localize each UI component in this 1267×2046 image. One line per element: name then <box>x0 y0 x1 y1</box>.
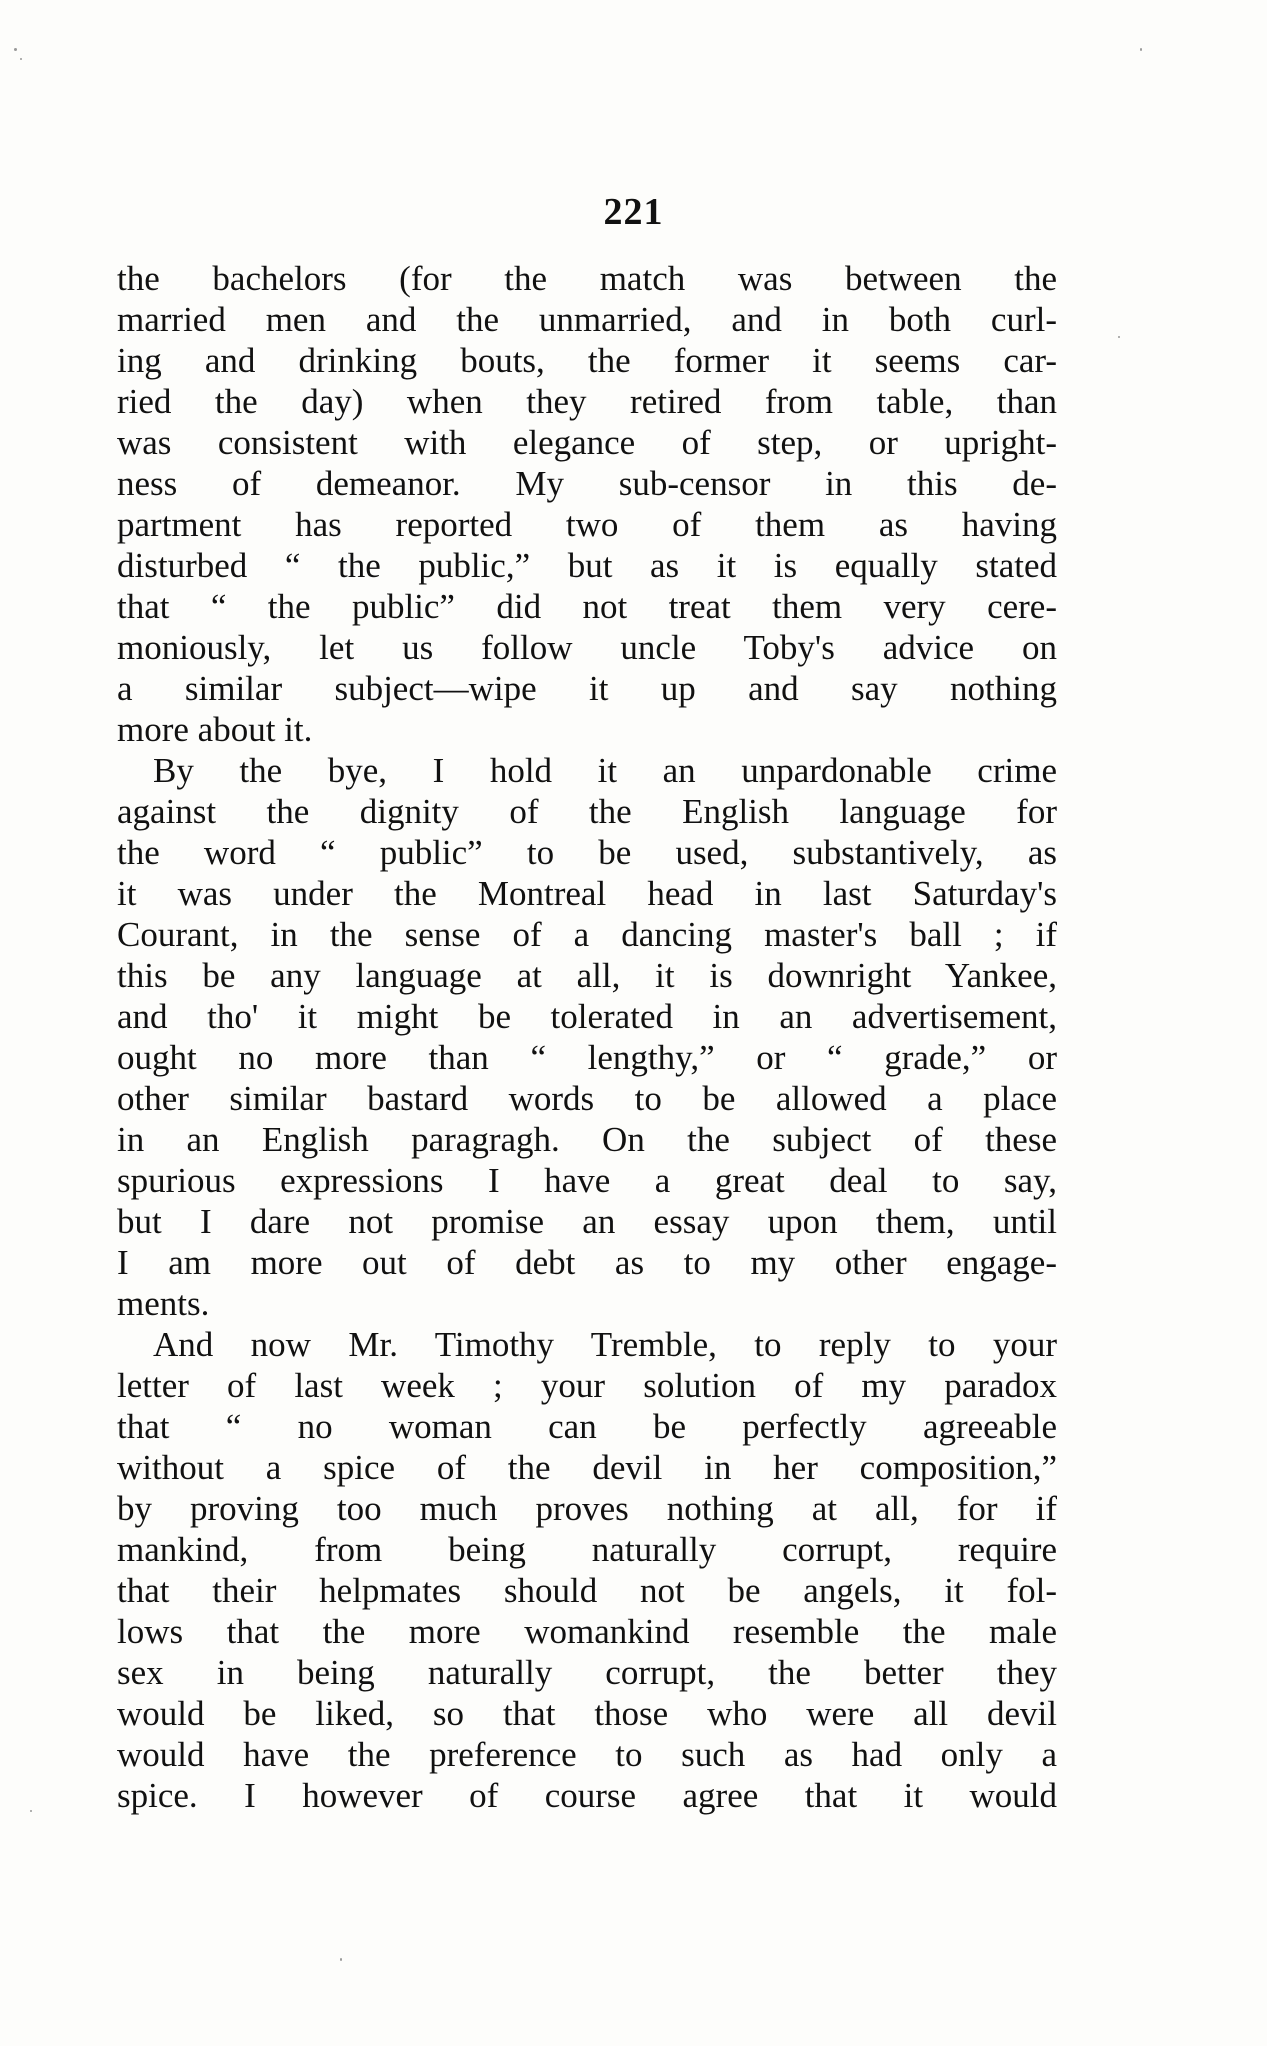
text-line: would have the preference to such as had only a <box>117 1735 1057 1774</box>
text-line: disturbed “ the public,” but as it is equally stated <box>117 546 1057 585</box>
scan-speck <box>14 48 17 51</box>
text-line: without a spice of the devil in her composition,” <box>117 1448 1057 1487</box>
text-line: and tho' it might be tolerated in an advertisement, <box>117 997 1057 1036</box>
body-text <box>117 258 1057 1816</box>
scan-speck <box>1140 48 1142 51</box>
text-line: other similar bastard words to be allowed a place <box>117 1079 1057 1118</box>
text-line: ness of demeanor. My sub-censor in this de- <box>117 464 1057 503</box>
text-line: the word “ public” to be used, substantively, as <box>117 833 1057 872</box>
text-line: mankind, from being naturally corrupt, require <box>117 1530 1057 1569</box>
text-line: in an English paragragh. On the subject of these <box>117 1120 1057 1159</box>
text-line: sex in being naturally corrupt, the better they <box>117 1653 1057 1692</box>
text-line: would be liked, so that those who were all devil <box>117 1694 1057 1733</box>
text-line: partment has reported two of them as having <box>117 505 1057 544</box>
scan-speck <box>30 1810 32 1812</box>
scan-speck <box>20 58 22 60</box>
text-line: ought no more than “ lengthy,” or “ grade,” or <box>117 1038 1057 1077</box>
text-line: Courant, in the sense of a dancing master's ball ; if <box>117 915 1057 954</box>
scan-speck <box>340 1958 342 1961</box>
text-line: this be any language at all, it is downright Yankee, <box>117 956 1057 995</box>
text-line: ing and drinking bouts, the former it seems car- <box>117 341 1057 380</box>
text-line: it was under the Montreal head in last Saturday's <box>117 874 1057 913</box>
text-line: I am more out of debt as to my other engage- <box>117 1243 1057 1282</box>
scan-speck <box>1118 336 1120 338</box>
text-line: married men and the unmarried, and in both curl- <box>117 300 1057 339</box>
text-line: more about it. <box>117 710 313 749</box>
text-line: was consistent with elegance of step, or upright- <box>117 423 1057 462</box>
text-line: spice. I however of course agree that it would <box>117 1776 1057 1815</box>
text-line: by proving too much proves nothing at all, for if <box>117 1489 1057 1528</box>
text-line: that “ the public” did not treat them very cere- <box>117 587 1057 626</box>
paragraph-first-line: And now Mr. Timothy Tremble, to reply to your <box>153 1325 1057 1364</box>
page-number: 221 <box>603 191 664 233</box>
text-line: against the dignity of the English language for <box>117 792 1057 831</box>
text-line: that “ no woman can be perfectly agreeable <box>117 1407 1057 1446</box>
text-line: ments. <box>117 1284 210 1323</box>
text-line: but I dare not promise an essay upon them, until <box>117 1202 1057 1241</box>
text-line: letter of last week ; your solution of my paradox <box>117 1366 1057 1405</box>
text-line: spurious expressions I have a great deal to say, <box>117 1161 1057 1200</box>
text-line: a similar subject—wipe it up and say nothing <box>117 669 1057 708</box>
text-line: the bachelors (for the match was between the <box>117 259 1057 298</box>
text-line: that their helpmates should not be angels, it fol- <box>117 1571 1057 1610</box>
text-line: moniously, let us follow uncle Toby's advice on <box>117 628 1057 667</box>
text-line: lows that the more womankind resemble the male <box>117 1612 1057 1651</box>
paragraph-first-line: By the bye, I hold it an unpardonable crime <box>153 751 1057 790</box>
text-line: ried the day) when they retired from table, than <box>117 382 1057 421</box>
